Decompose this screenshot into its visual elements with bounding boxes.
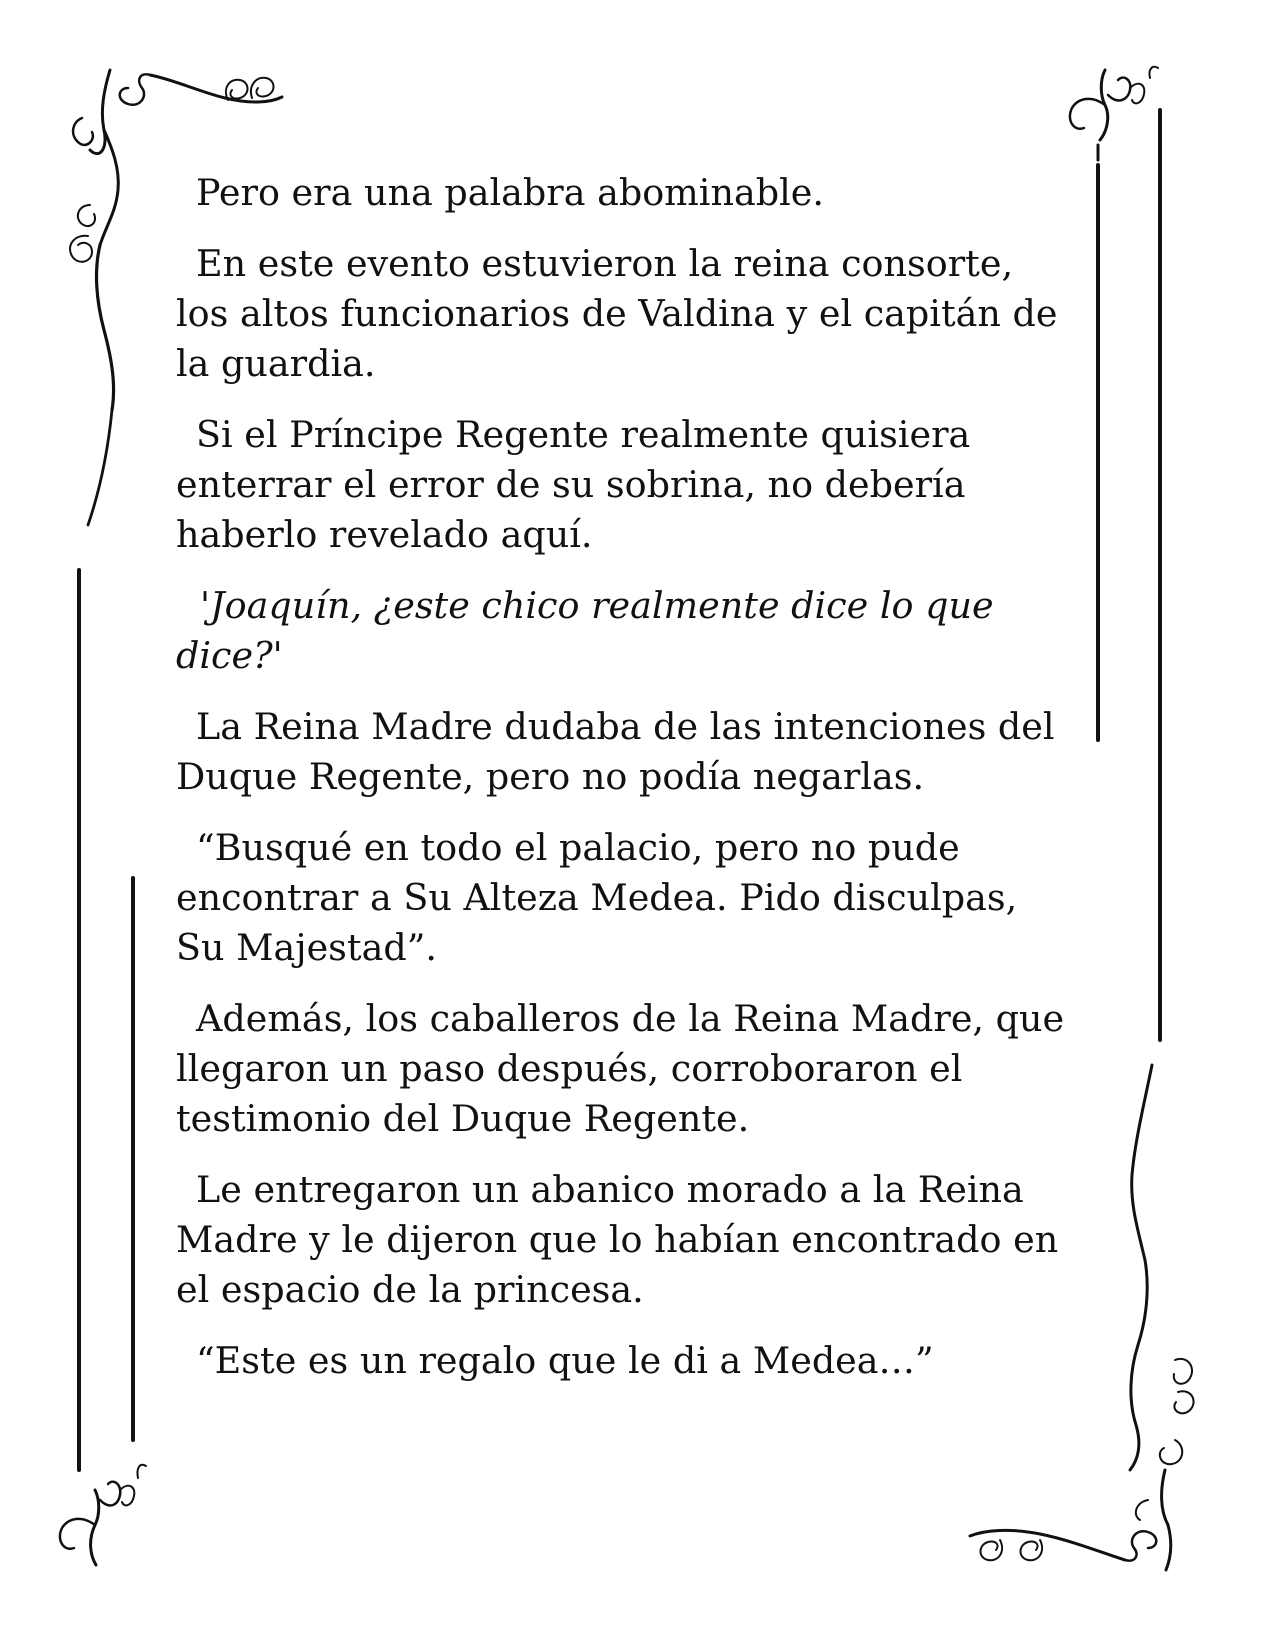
page-text	[176, 168, 1076, 1407]
paragraph-9-dialogue: “Este es un regalo que le di a Medea…”	[196, 1339, 934, 1382]
bottom-right-flourish-icon	[970, 1500, 1171, 1570]
paragraph-8: Le entregaron un abanico morado a la Reina Madre y le dijeron que lo habían encontrado en el espacio de la princesa.	[176, 1168, 1059, 1311]
paragraph-4-inner-thought: 'Joaquín, ¿este chico realmente dice lo que dice?'	[176, 584, 994, 677]
paragraph-2: En este evento estuvieron la reina consorte, los altos funcionarios de Valdina y el capitán de la guardia.	[176, 242, 1058, 385]
paragraph-6-dialogue: “Busqué en todo el palacio, pero no pude encontrar a Su Alteza Medea. Pido disculpas, Su Majestad”.	[176, 826, 1018, 969]
right-lower-flourish-icon	[1130, 1065, 1194, 1525]
paragraph-1: Pero era una palabra abominable.	[196, 171, 824, 214]
paragraph-3: Si el Príncipe Regente realmente quisiera enterrar el error de su sobrina, no debería haberlo revelado aquí.	[176, 413, 971, 556]
paragraph-7: Además, los caballeros de la Reina Madre, que llegaron un paso después, corroboraron el testimonio del Duque Regente.	[176, 997, 1065, 1140]
top-right-flourish-icon	[1070, 67, 1158, 160]
bottom-left-flourish-icon	[60, 1465, 146, 1565]
paragraph-5: La Reina Madre dudaba de las intenciones del Duque Regente, pero no podía negarlas.	[176, 705, 1055, 798]
